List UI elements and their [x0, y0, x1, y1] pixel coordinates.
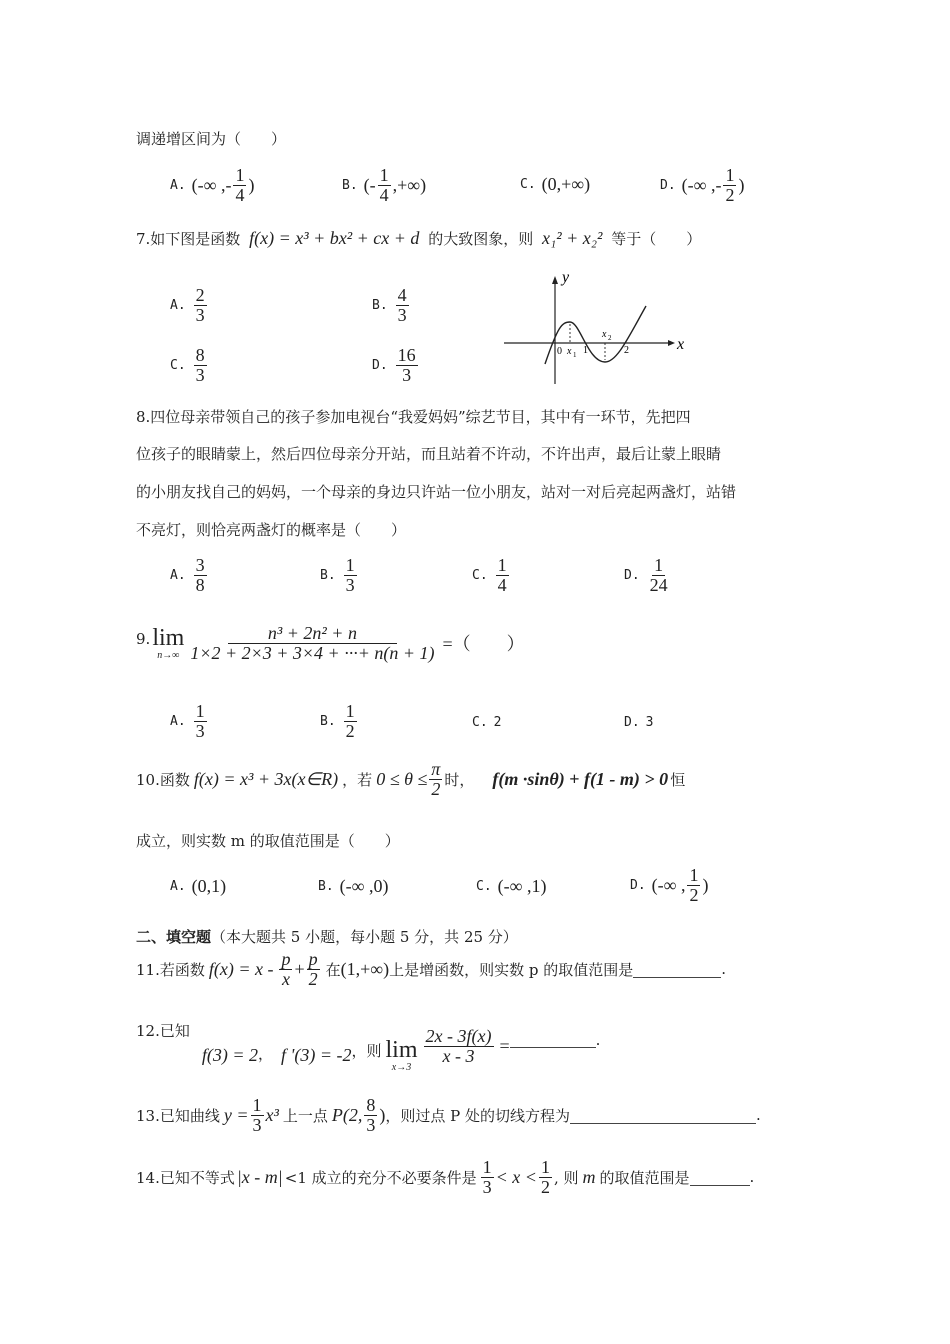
- q8-option-d: D. $\frac{1}{24}$: [624, 555, 668, 595]
- q10-option-c: C. (-∞ ,1): [476, 876, 547, 896]
- q9-option-b: B. $\frac{1}{2}$: [320, 701, 355, 741]
- cubic-graph: [500, 266, 700, 390]
- y-axis-arrow: [552, 276, 558, 284]
- fraction: $\frac{16}{3}$: [397, 345, 416, 385]
- fraction: $\frac{1}{3}$: [195, 701, 205, 741]
- fraction: $\frac{p}{2}$: [308, 949, 318, 989]
- q11-stem: 11.若函数 f(x) = x - $\frac{p}{x}$ + $\frac{p}{2}$ 在 (1,+∞) 上是增函数，则实数 p 的取值范围是 .: [136, 949, 727, 989]
- fraction: $\frac{1}{3}$: [482, 1157, 492, 1197]
- q10-option-d: D. (-∞ , $\frac{1}{2}$ ): [630, 865, 709, 905]
- fraction: $\frac{1}{2}$: [540, 1157, 550, 1197]
- q7-option-d: D. $\frac{16}{3}$: [372, 345, 416, 385]
- limit: lim n→∞: [152, 624, 185, 661]
- fraction: $\frac{1}{2}$: [689, 865, 699, 905]
- fraction: $\frac{1}{3}$: [345, 555, 355, 595]
- fraction: $\frac{1}{2}$: [725, 165, 735, 205]
- fraction: $\frac{2}{3}$: [195, 285, 205, 325]
- x1-sub: 1: [573, 351, 577, 359]
- section-note: （本大题共 5 小题，每小题 5 分，共 25 分）: [211, 928, 518, 946]
- q7-stem: 7.如下图是函数 f(x) = x³ + bx² + cx + d 的大致图象，则 x₁² + x₂² 等于（ ）: [136, 228, 702, 248]
- q13-answer-blank: [570, 1107, 756, 1124]
- q6-option-b: B. (- $\frac{1}{4}$ ,+∞): [342, 165, 427, 205]
- q9-option-d: D. 3: [624, 715, 654, 730]
- fraction: $\frac{1}{2}$: [345, 701, 355, 741]
- fraction: $\frac{\pi}{2}$: [431, 759, 441, 799]
- q10-stem: 10.函数 f(x) = x³ + 3x(x∈R) ，若 0 ≤ θ ≤ $\frac{\pi}{2}$ 时， f(m ·sinθ) + f(1 - m) > 0 恒: [136, 759, 686, 799]
- q6-stem: 调递增区间为（ ）: [136, 130, 287, 148]
- q14-stem: 14.已知不等式 |x - m| <1 成立的充分不必要条件是 $\frac{1}{3}$ < x < $\frac{1}{2}$ , 则 m 的取值范围是 .: [136, 1157, 755, 1197]
- q11-answer-blank: [633, 961, 721, 978]
- fraction: $\frac{1}{4}$: [379, 165, 389, 205]
- fraction: $\frac{2x - 3f(x)}{x - 3}$: [425, 1026, 492, 1066]
- x-label: x: [677, 336, 685, 353]
- q6-option-c: C. (0,+∞): [520, 174, 591, 194]
- q8-line-2: 位孩子的眼睛蒙上，然后四位母亲分开站，而且站着不许动，不许出声，最后让蒙上眼睛: [136, 445, 722, 463]
- origin-label: 0: [557, 346, 562, 357]
- fraction: $\frac{8}{3}$: [195, 345, 205, 385]
- fraction: $\frac{\text{n³ + 2n² + n}}{1\times 2 + 2\times 3 + 3\times 4 + \cdot\cdot\cdot+ n(n + 1)}$: [190, 623, 435, 663]
- q7-option-b: B. $\frac{4}{3}$: [372, 285, 407, 325]
- q9-option-c: C. 2: [472, 715, 502, 730]
- fraction: $\frac{1}{4}$: [497, 555, 507, 595]
- q8-option-a: A. $\frac{3}{8}$: [170, 555, 205, 595]
- section-title: 二、填空题: [136, 928, 212, 946]
- one-label: 1: [583, 345, 588, 356]
- q6-option-d: D. (-∞ ,- $\frac{1}{2}$ ): [660, 165, 745, 205]
- fraction: $\frac{1}{3}$: [252, 1095, 262, 1135]
- section-2-heading: [136, 926, 518, 947]
- x-axis-arrow: [668, 340, 675, 346]
- fraction: $\frac{p}{x}$: [281, 949, 291, 989]
- x2-sub: 2: [608, 334, 612, 342]
- q10-option-b: B. (-∞ ,0): [318, 876, 389, 896]
- q8-line-1: 8.四位母亲带领自己的孩子参加电视台“我爱妈妈”综艺节目，其中有一环节，先把四: [136, 408, 691, 426]
- fraction: $\frac{4}{3}$: [397, 285, 407, 325]
- q8-option-c: C. $\frac{1}{4}$: [472, 555, 507, 595]
- x1-label: x: [567, 346, 572, 357]
- fraction: $\frac{1}{4}$: [235, 165, 245, 205]
- q8-option-b: B. $\frac{1}{3}$: [320, 555, 355, 595]
- q6-option-a: A. (-∞ ,- $\frac{1}{4}$ ): [170, 165, 255, 205]
- q14-answer-blank: [690, 1169, 750, 1186]
- q8-line-4: 不亮灯，则恰亮两盏灯的概率是（ ）: [136, 521, 407, 539]
- fraction: $\frac{1}{24}$: [649, 555, 668, 595]
- x2-label: x: [602, 329, 607, 340]
- y-label: y: [562, 269, 570, 286]
- q7-option-a: A. $\frac{2}{3}$: [170, 285, 205, 325]
- q7-option-c: C. $\frac{8}{3}$: [170, 345, 205, 385]
- q12-answer-blank: [510, 1031, 596, 1048]
- fraction: $\frac{3}{8}$: [195, 555, 205, 595]
- q10-option-a: A. (0,1): [170, 876, 227, 896]
- q10-line-2: 成立，则实数 m 的取值范围是（ ）: [136, 832, 400, 850]
- q9-stem: 9. lim n→∞ $\frac{\text{n³ + 2n² + n}}{1\times 2 + 2\times 3 + 3\times 4 + \cdot\cdot\cdot+ n(n + 1)}$ =（ ）: [136, 623, 525, 663]
- limit: lim x→3: [385, 1037, 418, 1073]
- two-label: 2: [624, 345, 629, 356]
- q12-stem: 12.已知 f(3) = 2 ， f '(3) = -2 ，则 lim x→3 $\frac{2x - 3f(x)}{x - 3}$ = .: [136, 1022, 601, 1073]
- q13-stem: 13.已知曲线 y = $\frac{1}{3}$ x³ 上一点 P(2, $\frac{8}{3}$ ) ，则过点 P 处的切线方程为 .: [136, 1095, 761, 1135]
- q9-option-a: A. $\frac{1}{3}$: [170, 701, 205, 741]
- q8-line-3: 的小朋友找自己的妈妈，一个母亲的身边只许站一位小朋友，站对一对后亮起两盏灯，站错: [136, 483, 737, 501]
- fraction: $\frac{8}{3}$: [366, 1095, 376, 1135]
